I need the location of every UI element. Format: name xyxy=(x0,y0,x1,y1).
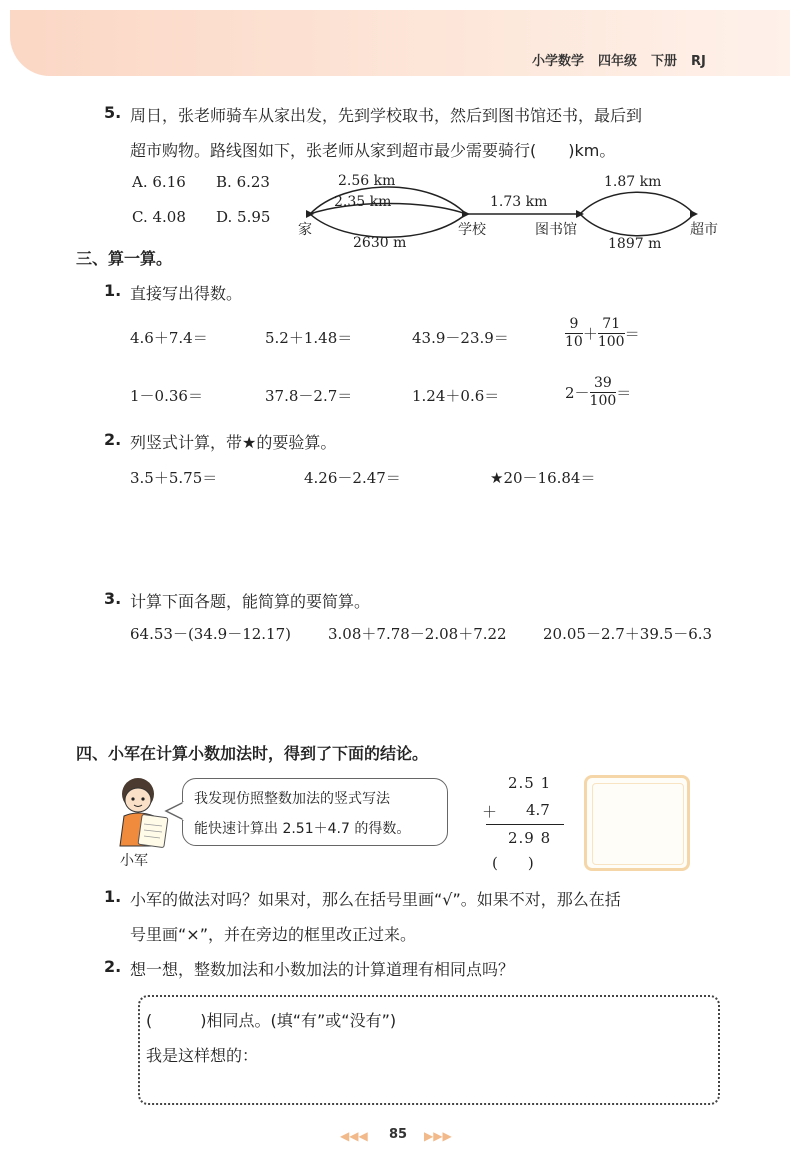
numerator: 9 xyxy=(569,316,579,332)
place-library: 图书馆 xyxy=(535,222,577,238)
simplify-item: 64.53－(34.9－12.17) xyxy=(130,625,291,643)
s3-sub1-title: 直接写出得数。 xyxy=(130,284,243,303)
q5-line2: 超市购物。路线图如下，张老师从家到超市最少需要骑行( )km。 xyxy=(130,141,616,160)
vertical-calc-item: 3.5＋5.75＝ xyxy=(130,469,218,487)
fraction-expression-1 xyxy=(565,316,640,351)
s3-sub3-title: 计算下面各题，能简算的要简算。 xyxy=(130,592,371,611)
place-market: 超市 xyxy=(690,222,718,238)
place-home: 家 xyxy=(298,222,312,238)
header-subject: 小学数学 xyxy=(532,54,585,69)
fraction-9-10 xyxy=(565,316,583,351)
option-b-value: 6.23 xyxy=(236,173,270,191)
distance-library-top: 1.87 km xyxy=(604,174,662,190)
option-a-letter: A. xyxy=(132,173,148,191)
vertical-result: 2.9 8 xyxy=(508,829,552,847)
option-a-value: 6.16 xyxy=(152,173,186,191)
section4-title: 四、小军在计算小数加法时，得到了下面的结论。 xyxy=(76,744,429,763)
correction-box-inner xyxy=(592,783,684,865)
header-edition: RJ xyxy=(691,54,706,69)
speech-bubble-tail xyxy=(164,800,186,822)
s4-q2-text: 想一想，整数加法和小数加法的计算道理有相同点吗？ xyxy=(130,960,515,979)
simplify-item: 3.08＋7.78－2.08＋7.22 xyxy=(328,625,507,643)
answer-box-line-1: ( )相同点。(填“有”或“没有”) xyxy=(146,1011,397,1030)
vertical-calc-item: ★20－16.84＝ xyxy=(490,469,596,487)
simplify-item: 20.05－2.7＋39.5－6.3 xyxy=(543,625,713,643)
route-home-school-bottom xyxy=(310,214,466,237)
s3-sub2-title: 列竖式计算，带★的要验算。 xyxy=(130,433,337,452)
footer-left-arrows-icon: ◀◀◀ xyxy=(340,1129,368,1143)
bubble-line-2: 能快速计算出 2.51＋4.7 的得数。 xyxy=(194,821,411,837)
numerator: 71 xyxy=(602,316,621,332)
vertical-rule xyxy=(486,824,564,825)
s3-sub1-number: 1. xyxy=(104,281,122,300)
calc-item: 43.9－23.9＝ xyxy=(412,329,509,347)
option-c-letter: C. xyxy=(132,208,148,226)
s4-q2-number: 2. xyxy=(104,957,122,976)
calc-item: 37.8－2.7＝ xyxy=(265,387,353,405)
vertical-row-1: 2.5 1 xyxy=(508,774,552,792)
equals-sign: ＝ xyxy=(616,384,632,402)
denominator: 100 xyxy=(589,393,617,409)
s3-sub2-number: 2. xyxy=(104,430,122,449)
character-name: 小军 xyxy=(120,853,148,869)
footer-right-arrows-icon: ▶▶▶ xyxy=(424,1129,452,1143)
option-c-value: 4.08 xyxy=(152,208,186,226)
q5-line1: 周日，张老师骑车从家出发，先到学校取书，然后到图书馆还书，最后到 xyxy=(130,106,643,125)
distance-top-inner: 2.35 km xyxy=(334,194,392,210)
route-library-market-top xyxy=(580,192,694,214)
option-b-letter: B. xyxy=(216,173,232,191)
answer-box-line-2: 我是这样想的： xyxy=(146,1046,259,1065)
denominator: 10 xyxy=(565,334,583,350)
fraction-expression-2 xyxy=(565,375,631,410)
market-point-icon xyxy=(690,210,698,218)
page-number: 85 xyxy=(389,1127,408,1142)
q5-number: 5. xyxy=(104,103,122,122)
s4-q1-line1: 小军的做法对吗？如果对，那么在括号里画“√”。如果不对，那么在括 xyxy=(130,890,621,909)
calc-item: 4.6＋7.4＝ xyxy=(130,329,208,347)
route-diagram xyxy=(0,0,800,270)
answer-parentheses[interactable]: ( ) xyxy=(492,854,534,872)
s4-q1-line2: 号里画“×”，并在旁边的框里改正过来。 xyxy=(130,925,416,944)
distance-library-bottom: 1897 m xyxy=(608,236,662,252)
vertical-row-2: 4.7 xyxy=(526,801,550,819)
lead-term: 2－ xyxy=(565,384,590,402)
equals-sign: ＝ xyxy=(624,325,640,343)
header-term: 下册 xyxy=(651,54,678,69)
distance-school-library: 1.73 km xyxy=(490,194,548,210)
section3-title: 三、算一算。 xyxy=(76,249,173,268)
bubble-line-1: 我发现仿照整数加法的竖式写法 xyxy=(194,791,390,807)
place-school: 学校 xyxy=(458,222,486,238)
plus-operator: ＋ xyxy=(582,325,598,343)
vertical-calc-item: 4.26－2.47＝ xyxy=(304,469,401,487)
numerator: 39 xyxy=(594,375,612,391)
school-point-icon xyxy=(462,210,470,218)
calc-item: 5.2＋1.48＝ xyxy=(265,329,353,347)
route-library-market-bottom xyxy=(580,214,694,236)
calc-item: 1－0.36＝ xyxy=(130,387,203,405)
denominator: 100 xyxy=(597,334,625,350)
fraction-71-100 xyxy=(598,316,625,351)
s3-sub3-number: 3. xyxy=(104,589,122,608)
distance-bottom: 2630 m xyxy=(353,235,407,251)
option-d-value: 5.95 xyxy=(237,208,271,226)
calc-item: 1.24＋0.6＝ xyxy=(412,387,500,405)
vertical-plus-sign: ＋ xyxy=(482,803,498,821)
fraction-39-100 xyxy=(590,375,617,410)
s4-q1-number: 1. xyxy=(104,887,122,906)
distance-top-outer: 2.56 km xyxy=(338,173,396,189)
option-d-letter: D. xyxy=(216,208,233,226)
header-grade: 四年级 xyxy=(598,54,638,69)
